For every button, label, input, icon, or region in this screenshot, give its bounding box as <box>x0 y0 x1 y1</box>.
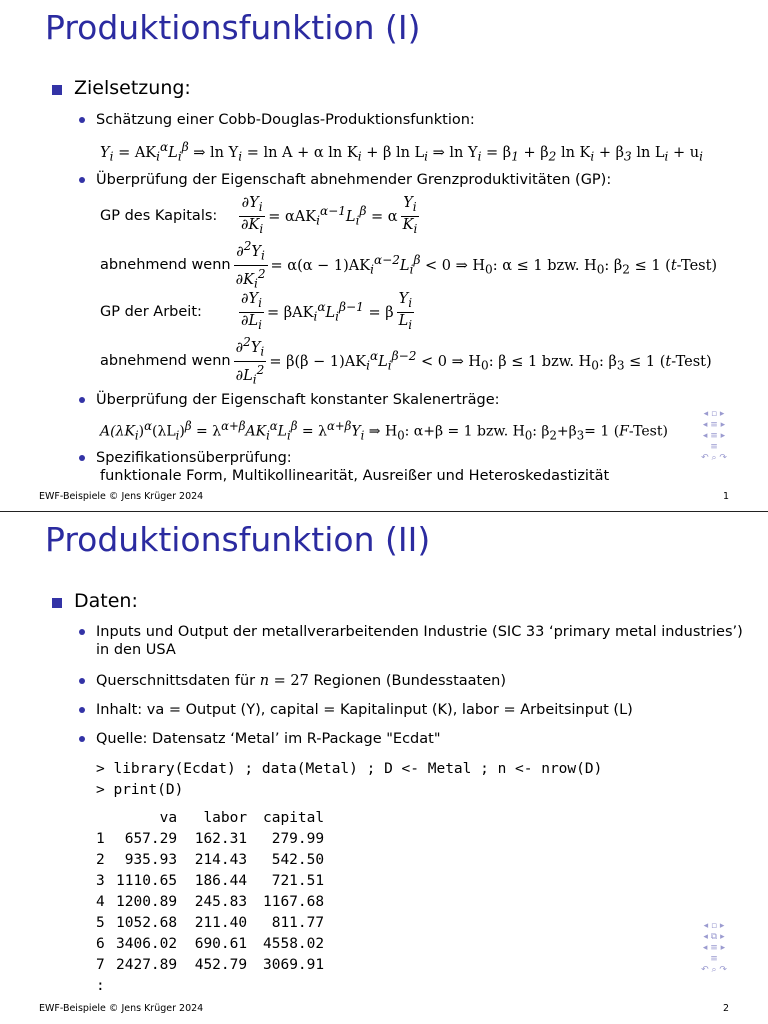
slide-2 <box>0 512 768 1024</box>
gp-kapital-label: GP des Kapitals: <box>100 208 218 224</box>
prev-frame-icon[interactable]: ◂ ▫ ▸ <box>703 409 725 419</box>
slide-title: Produktionsfunktion (I) <box>45 8 421 47</box>
table-row: 1 657.29 162.31 279.99 <box>96 831 325 847</box>
table-header-row <box>96 808 324 829</box>
section-label: Daten: <box>74 590 138 612</box>
column-header: labor <box>203 810 248 826</box>
bullet-item: Quelle: Datensatz ‘Metal’ im R-Package "Ecdat" <box>96 731 441 747</box>
abnehmend-label: abnehmend wenn <box>100 353 231 369</box>
beamer-navigation <box>694 922 734 975</box>
bullet-item: Überprüfung der Eigenschaft abnehmender Grenzproduktivitäten (GP): <box>96 172 612 188</box>
search-icon[interactable]: ↶ ⌕ ↷ <box>701 965 727 975</box>
table-row: 3 1110.65 186.44 721.51 <box>96 873 325 889</box>
bullet-continuation: in den USA <box>96 642 176 658</box>
square-bullet-icon <box>52 598 62 608</box>
frame-icon[interactable]: ◂ ⧉ ▸ <box>703 932 725 942</box>
abnehmend-label: abnehmend wenn <box>100 257 231 273</box>
table-row: 6 3406.02 690.61 4558.02 <box>96 936 325 952</box>
bullet-item: Schätzung einer Cobb-Douglas-Produktionsfunktion: <box>96 112 475 128</box>
slide-title: Produktionsfunktion (II) <box>45 520 431 559</box>
beamer-navigation <box>694 410 734 463</box>
bullet-item: Inhalt: va = Output (Y), capital = Kapitalinput (K), labor = Arbeitsinput (L) <box>96 702 633 718</box>
search-icon[interactable]: ↶ ⌕ ↷ <box>701 453 727 463</box>
cobb-douglas-equation: $Y_i = AK_i^\alpha L_i^\beta$ ⇒ $\ln Y_i = \ln A + \alpha$ $\ln K_i + \beta$ $\ln L_i$ ⇒ $\ln Y_i = \beta_1 + \beta_2$ $\ln K_i + \beta_3$ $\ln L_i + u_i$ <box>100 140 703 164</box>
skalenertraege-equation: $A(\lambda K_i)^\alpha(\lambda L_i)^\beta = \lambda^{\alpha+\beta}AK_i^\alpha L_i^\beta = \lambda^{\alpha+\beta}Y_i$ ⇒ $H_0$: α+β = 1 bzw. $H_0$: $\beta_2+\beta_3= 1$ (F-Test) <box>100 419 668 443</box>
prev-subsection-icon[interactable]: ◂ ≡ ▸ <box>702 431 726 441</box>
table-row: 4 1200.89 245.83 1167.68 <box>96 894 325 910</box>
column-header: va <box>159 810 178 826</box>
table-row: 5 1052.68 211.40 811.77 <box>96 915 325 931</box>
table-row: 2 935.93 214.43 542.50 <box>96 852 325 868</box>
code-line: > library(Ecdat) ; data(Metal) ; D <- Metal ; n <- nrow(D) <box>96 761 603 777</box>
column-header: capital <box>263 810 325 826</box>
table-row: 7 2427.89 452.79 3069.91 <box>96 957 325 973</box>
abnehmend-kapital-row: abnehmend wenn $\frac{\partial^2Y_i}{\partial K_i^2}$ = $\alpha(\alpha - 1)AK_i^{\alpha-2}L_i^\beta < 0$ ⇒ $H_0$: α ≤ 1 bzw. $H_0$: $\beta_2 \le 1$ (t-Test) <box>100 238 718 291</box>
prev-frame-icon[interactable]: ◂ ▫ ▸ <box>703 921 725 931</box>
page-number: 1 <box>722 491 729 502</box>
square-bullet-icon <box>52 85 62 95</box>
abnehmend-arbeit-row: abnehmend wenn $\frac{\partial^2Y_i}{\partial L_i^2}$ = $\beta(\beta - 1)AK_i^\alpha L_i^{\beta-2} < 0$ ⇒ $H_0$: β ≤ 1 bzw. $H_0$: $\beta_3 \le 1$ (t-Test) <box>100 334 712 387</box>
bullet-item: Inputs und Output der metallverarbeitenden Industrie (SIC 33 ‘primary metal industries’) <box>96 624 743 640</box>
bullet-subtext: funktionale Form, Multikollinearität, Ausreißer und Heteroskedastizität <box>100 468 610 484</box>
bullet-item: Querschnittsdaten für n = 27 Regionen (Bundesstaaten) <box>96 673 506 689</box>
code-line: > print(D) <box>96 782 184 798</box>
gp-arbeit-label: GP der Arbeit: <box>100 304 202 320</box>
subsection-icon[interactable]: ≡ <box>710 954 718 964</box>
bullet-item: Überprüfung der Eigenschaft konstanter Skalenerträge: <box>96 392 500 408</box>
section-label: Zielsetzung: <box>74 77 191 99</box>
prev-section-icon[interactable]: ◂ ≡ ▸ <box>702 943 726 953</box>
subsection-icon[interactable]: ≡ <box>710 442 718 452</box>
footer-text: EWF-Beispiele © Jens Krüger 2024 <box>39 491 204 502</box>
gp-kapital-row: GP des Kapitals: $\frac{\partial Y_i}{\partial K_i}$ = $\alpha AK_i^{\alpha-1}L_i^\beta = \alpha$ $\frac{Y_i}{K_i}$ <box>100 194 418 236</box>
prev-section-icon[interactable]: ◂ ≡ ▸ <box>702 420 726 430</box>
page-number: 2 <box>722 1003 729 1014</box>
derivative-fraction: $\frac{\partial Y_i}{\partial K_i}$ <box>241 194 264 236</box>
data-table <box>96 808 324 997</box>
gp-arbeit-row: GP der Arbeit: $\frac{\partial Y_i}{\partial L_i}$ = $\beta AK_i^\alpha L_i^{\beta-1} = \beta$ $\frac{Y_i}{L_i}$ <box>100 290 413 332</box>
footer-text: EWF-Beispiele © Jens Krüger 2024 <box>39 1003 204 1014</box>
bullet-item: Spezifikationsüberprüfung: <box>96 450 292 466</box>
table-ellipsis-row: : <box>96 978 105 994</box>
